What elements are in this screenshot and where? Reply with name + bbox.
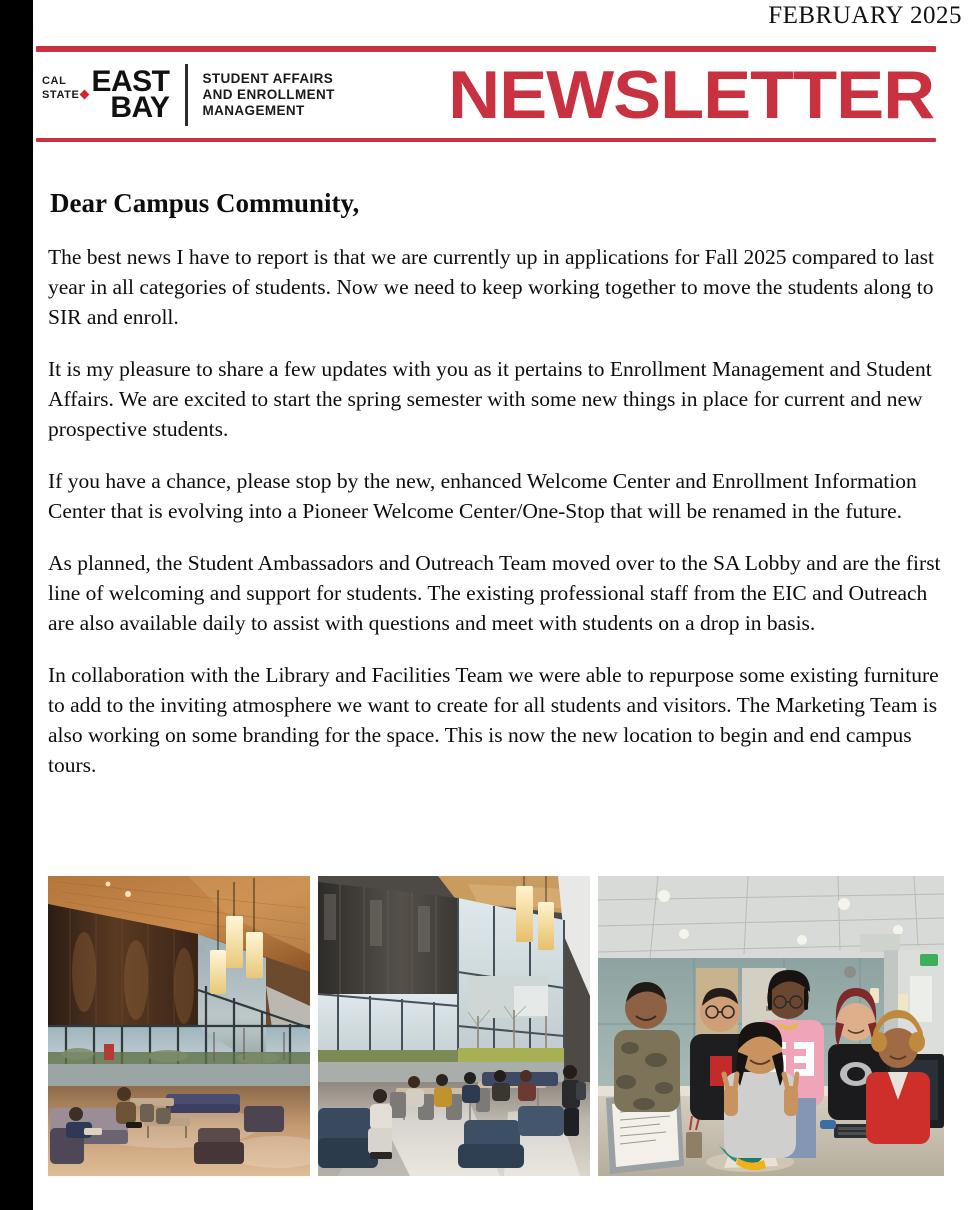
- letter-paragraph-2: It is my pleasure to share a few updates with you as it pertains to Enrollment Management and Student Affairs. We are excited to start the spring semester with some new things in place for current and new prospective students.: [48, 357, 932, 441]
- person-red-jacket: [866, 1010, 930, 1144]
- logo-east-bay-stack: [91, 64, 170, 124]
- logo-mark: [42, 64, 170, 124]
- department-line-2: AND ENROLLMENT: [202, 87, 335, 102]
- lobby-study-tables-photo: [318, 876, 590, 1176]
- red-diamond-icon: [80, 90, 90, 100]
- logo-bay-text: BAY: [110, 91, 170, 124]
- page-title: Dear Campus Community,: [50, 188, 360, 218]
- department-line-1: STUDENT AFFAIRS: [202, 71, 334, 86]
- letter-paragraph-3: If you have a chance, please stop by the new, enhanced Welcome Center and Enrollment Information Center that is evolving into a Pioneer Welcome Center/One-Stop that will be renamed in the future.: [48, 469, 917, 523]
- lobby-atrium-illustration: [48, 876, 310, 1176]
- logo-state-text: STATE: [42, 88, 80, 101]
- welcome-center-staff-photo: [598, 876, 944, 1176]
- letter-paragraph-5: In collaboration with the Library and Facilities Team we were able to repurpose some existing furniture to add to the inviting atmosphere we want to create for all students and visitors. The Marketing Team is also working on some branding for the space. This is now the new location to begin and end campus tours.: [48, 663, 939, 777]
- logo-cal-state-stack: [42, 69, 88, 102]
- photo-strip: [48, 876, 948, 1176]
- letter-paragraph-1: The best news I have to report is that we are currently up in applications for Fall 2025 compared to last year in all categories of students. Now we need to keep working together to move the students along to SIR and enroll.: [48, 245, 935, 329]
- letter-paragraph-4: As planned, the Student Ambassadors and Outreach Team moved over to the SA Lobby and are the first line of welcoming and support for students. The existing professional staff from the EIC and Outreach are also available daily to assist with questions and meet with students on a drop in basis.: [48, 551, 941, 635]
- issue-date: FEBRUARY 2025: [768, 2, 962, 29]
- welcome-center-staff-illustration: [598, 876, 944, 1176]
- cal-state-east-bay-logo: [42, 64, 335, 126]
- masthead-body: [36, 52, 936, 138]
- letter-body: [48, 186, 954, 780]
- logo-cal-text: CAL: [42, 74, 67, 87]
- logo-divider: [185, 64, 188, 126]
- logo-state-row: [42, 88, 88, 102]
- department-line-3: MANAGEMENT: [202, 103, 305, 118]
- lobby-atrium-lounge-photo: [48, 876, 310, 1176]
- left-black-spine: [0, 0, 33, 1210]
- logo-east-text: EAST: [91, 64, 170, 98]
- masthead: [36, 46, 936, 142]
- newsletter-wordmark: NEWSLETTER: [447, 57, 934, 133]
- masthead-bottom-rule: [36, 138, 936, 142]
- lobby-study-illustration: [318, 876, 590, 1176]
